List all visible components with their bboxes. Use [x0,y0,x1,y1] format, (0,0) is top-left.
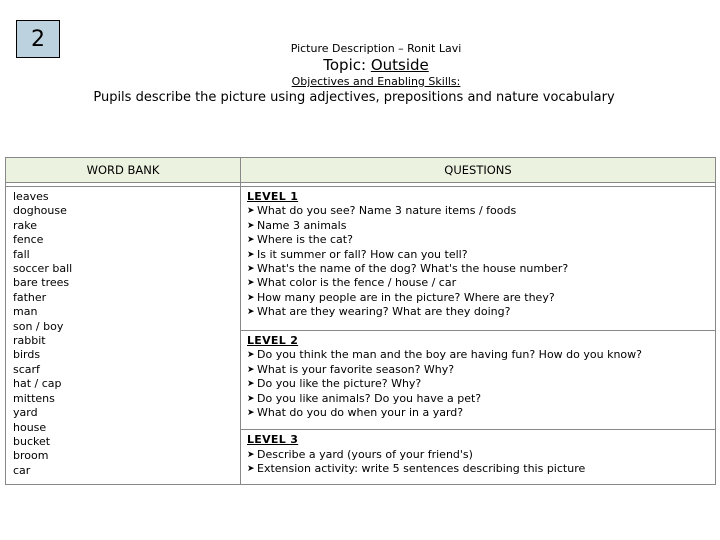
word-bank-header: WORD BANK [6,158,241,183]
question-item [247,448,715,462]
level-cell [241,187,716,331]
word-bank-item: doghouse [13,204,67,218]
question-item [247,204,715,218]
objectives-label: Objectives and Enabling Skills: [291,75,461,88]
question-item [247,233,715,247]
word-bank-item: broom [13,449,49,463]
arrow-bullet-icon: ➤ [247,278,255,289]
question-text: Where is the cat? [257,233,353,247]
word-bank-item: birds [13,348,41,362]
word-bank-item: scarf [13,362,40,376]
topic-heading [16,56,720,74]
arrow-bullet-icon: ➤ [247,464,255,475]
question-item [247,248,715,262]
question-text: Name 3 animals [257,218,347,232]
level-title: LEVEL 1 [247,190,299,203]
question-text: Describe a yard (yours of your friend's) [257,447,473,461]
question-text: What's the name of the dog? What's the house number? [257,262,569,276]
word-bank-item: house [13,420,47,434]
question-text: Do you like animals? Do you have a pet? [257,391,482,405]
word-bank-item: leaves [13,190,49,203]
level-cell [241,430,716,485]
word-bank-item: son / boy [13,319,64,333]
arrow-bullet-icon: ➤ [247,307,255,318]
arrow-bullet-icon: ➤ [247,364,255,375]
slide-number-badge: 2 [16,20,60,58]
question-text: Is it summer or fall? How can you tell? [257,247,468,261]
word-bank-item: hat / cap [13,377,62,391]
word-bank-item: father [13,290,47,304]
question-text: Extension activity: write 5 sentences describing this picture [257,462,586,476]
question-item [247,219,715,233]
word-bank-item: bare trees [13,276,70,290]
question-item [247,377,715,391]
arrow-bullet-icon: ➤ [247,292,255,303]
word-bank-item: bucket [13,434,51,448]
question-level-block [241,331,715,426]
question-item [247,348,715,362]
word-bank-item: car [13,463,31,477]
arrow-bullet-icon: ➤ [247,449,255,460]
description: Pupils describe the picture using adjectives, prepositions and nature vocabulary [93,90,615,105]
word-bank-item: soccer ball [13,262,73,276]
question-item [247,406,715,420]
arrow-bullet-icon: ➤ [247,264,255,275]
word-bank-item: man [13,305,38,319]
header-row [6,158,716,183]
word-bank-item: rake [13,218,38,232]
question-item [247,276,715,290]
level-cell [241,330,716,429]
word-bank-item: yard [13,406,38,420]
arrow-bullet-icon: ➤ [247,220,255,231]
questions-header: QUESTIONS [241,158,716,183]
arrow-bullet-icon: ➤ [247,350,255,361]
question-text: What is your favorite season? Why? [257,362,455,376]
question-item [247,305,715,319]
question-text: What are they wearing? What are they doing? [257,305,511,319]
arrow-bullet-icon: ➤ [247,235,255,246]
question-text: Do you think the man and the boy are having fun? How do you know? [257,348,642,362]
word-bank-item: fall [13,247,30,261]
worksheet-table [5,157,716,485]
arrow-bullet-icon: ➤ [247,379,255,390]
question-item [247,262,715,276]
arrow-bullet-icon: ➤ [247,407,255,418]
arrow-bullet-icon: ➤ [247,249,255,260]
credit-line: Picture Description – Ronit Lavi [290,42,462,55]
arrow-bullet-icon: ➤ [247,393,255,404]
level-title: LEVEL 2 [247,333,299,347]
question-text: Do you like the picture? Why? [257,377,422,391]
question-level-block [241,430,715,482]
question-item [247,392,715,406]
question-text: How many people are in the picture? Where are they? [257,290,555,304]
topic-value: Outside [370,56,429,74]
word-bank-item: fence [13,233,44,247]
arrow-bullet-icon: ➤ [247,206,255,217]
question-level-block [241,187,715,326]
question-item [247,291,715,305]
question-text: What do you do when your in a yard? [257,405,464,419]
question-text: What color is the fence / house / car [257,276,457,290]
word-bank-item: mittens [13,391,55,405]
question-item [247,462,715,476]
level-title: LEVEL 3 [247,433,299,447]
word-bank-cell [6,187,241,485]
question-item [247,363,715,377]
word-bank-item: rabbit [13,334,46,348]
question-text: What do you see? Name 3 nature items / foods [257,204,517,218]
level-1-row [6,187,716,331]
word-bank-list [6,187,240,484]
topic-label: Topic: [323,56,371,74]
